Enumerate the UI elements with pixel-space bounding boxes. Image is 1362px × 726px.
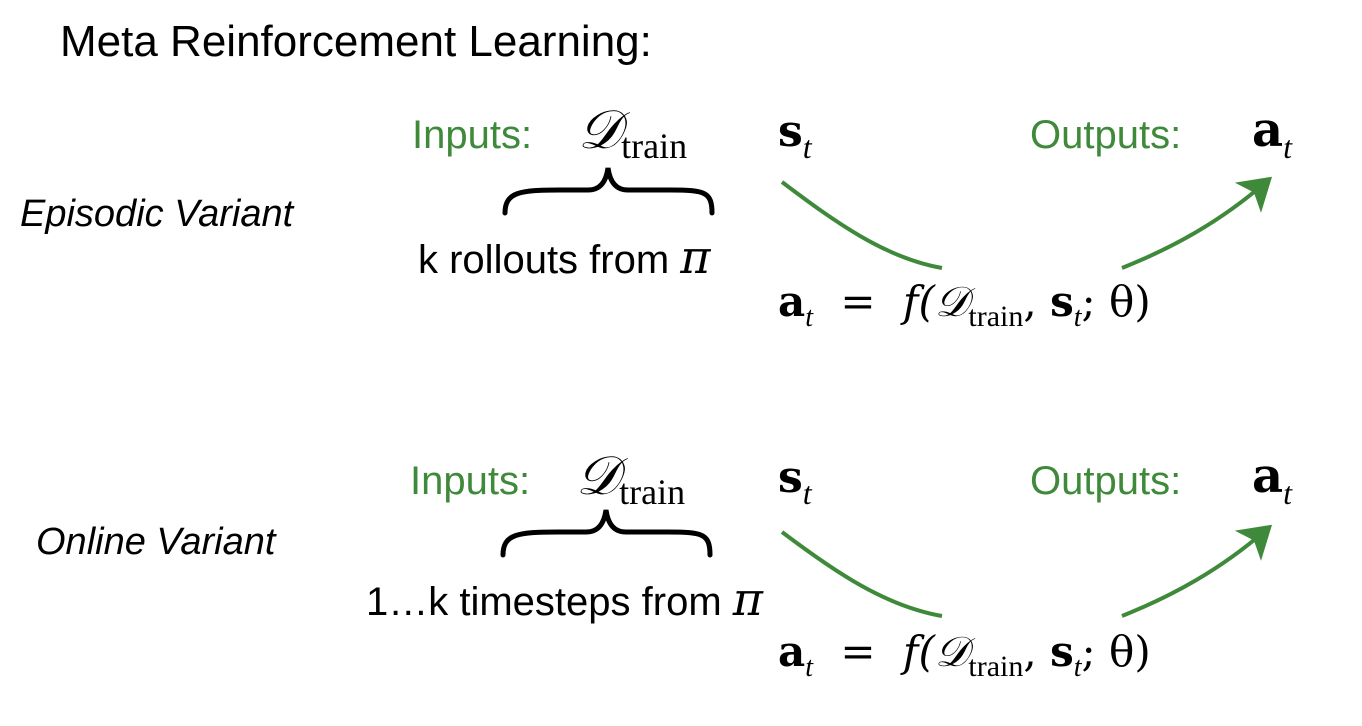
variant-label-online: Online Variant [36, 521, 276, 563]
arrow-input-to-function [782, 532, 942, 616]
curly-brace [503, 510, 710, 555]
action-symbol: at [1252, 102, 1292, 165]
d-train-symbol: 𝒟train [578, 98, 688, 166]
action-symbol: at [1252, 448, 1292, 511]
brace-caption: 1…k timesteps from π [366, 572, 764, 626]
inputs-label: Inputs: [412, 113, 533, 157]
policy-symbol: π [732, 572, 764, 626]
equation: $a_t$ = f(𝒟$_{train}$, $s_t$; θ) [778, 627, 1151, 683]
policy-symbol: π [680, 230, 711, 284]
arrow-input-to-function [782, 182, 942, 268]
state-symbol: st [778, 452, 812, 511]
brace-caption: k rollouts from π [418, 230, 711, 284]
curly-brace [505, 168, 712, 213]
state-symbol: st [778, 106, 812, 165]
inputs-label: Inputs: [410, 459, 531, 503]
outputs-label: Outputs: [1030, 113, 1182, 157]
d-train-symbol: 𝒟train [576, 444, 686, 512]
arrow-function-to-output [1122, 530, 1266, 616]
outputs-label: Outputs: [1030, 459, 1182, 503]
arrow-function-to-output [1122, 182, 1266, 268]
variant-label-episodic: Episodic Variant [20, 193, 294, 235]
equation: $a_t$ = f(𝒟$_{train}$, $s_t$; θ) [778, 277, 1151, 333]
page-title: Meta Reinforcement Learning: [60, 17, 652, 66]
